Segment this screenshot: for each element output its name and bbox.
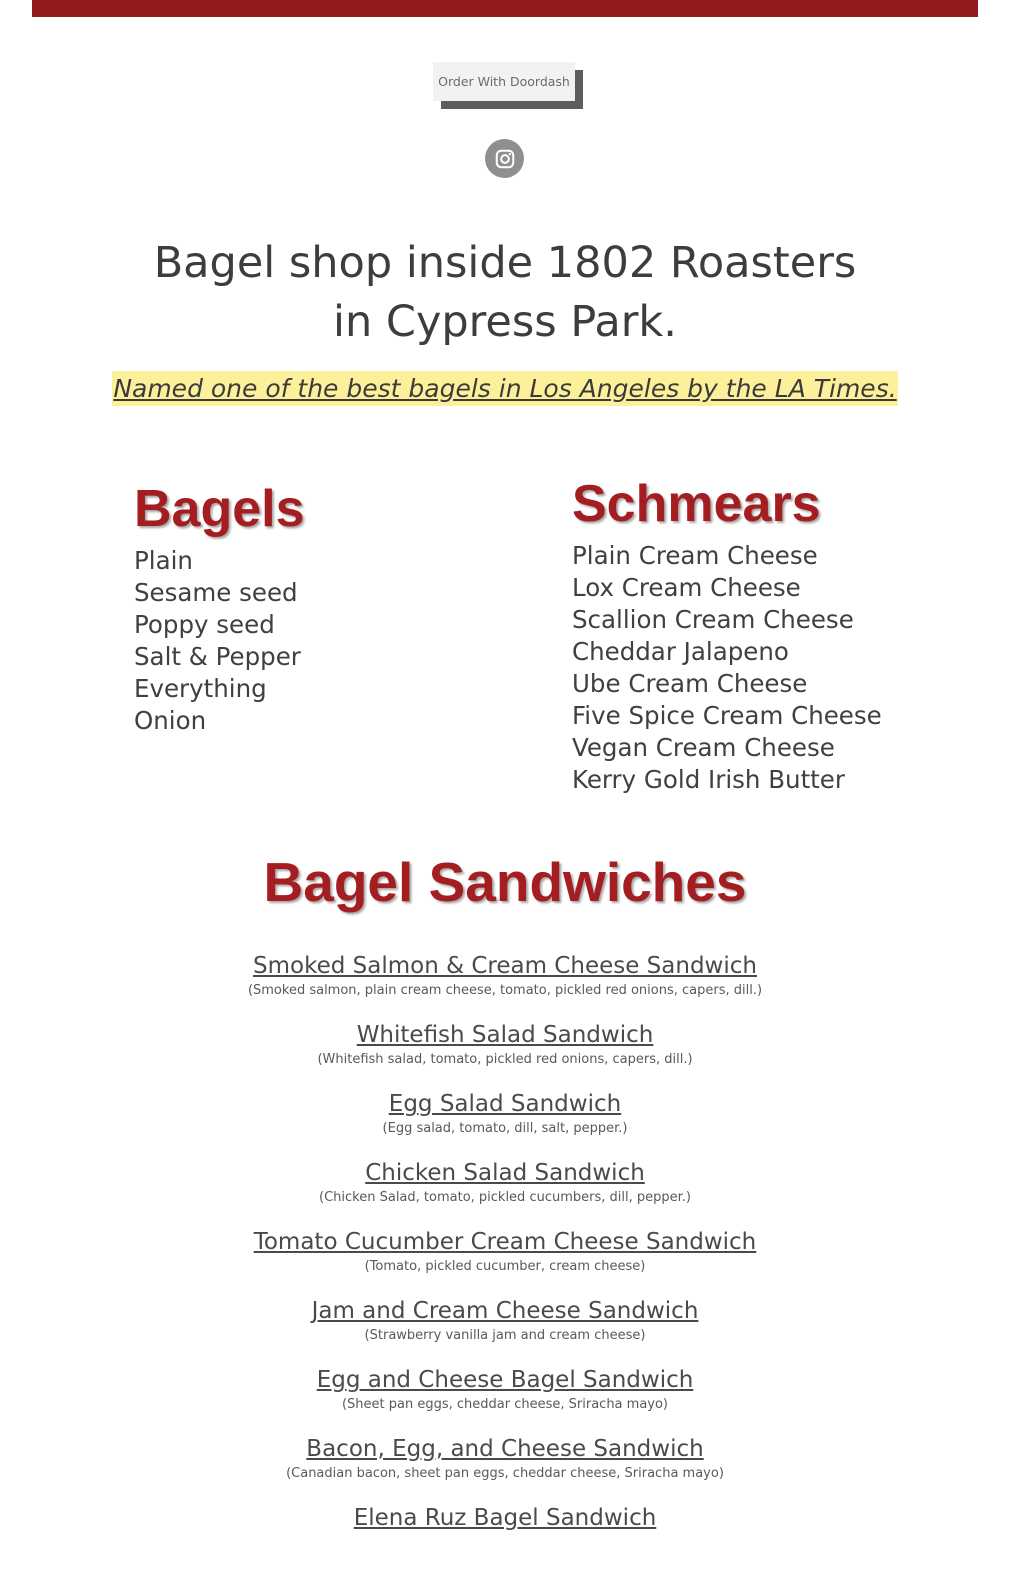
sandwich-name-link[interactable]: Egg and Cheese Bagel Sandwich — [316, 1367, 694, 1393]
schmears-list-item: Kerry Gold Irish Butter — [572, 765, 845, 794]
bagels-list-item: Plain — [134, 546, 193, 575]
schmears-list-item: Ube Cream Cheese — [572, 669, 808, 698]
sandwich-item — [0, 1019, 1010, 1088]
bagels-list-item: Everything — [134, 674, 267, 703]
page-headline — [0, 234, 1010, 352]
sandwich-description: (Smoked salmon, plain cream cheese, tomato, pickled red onions, capers, dill.) — [247, 983, 763, 998]
sandwich-description: (Sheet pan eggs, cheddar cheese, Sriracha mayo) — [341, 1397, 669, 1412]
schmears-list-item: Plain Cream Cheese — [572, 541, 818, 570]
sandwich-name-link[interactable]: Bacon, Egg, and Cheese Sandwich — [306, 1436, 704, 1462]
sandwich-name-link[interactable]: Jam and Cream Cheese Sandwich — [311, 1298, 699, 1324]
order-doordash-button[interactable]: Order With Doordash — [433, 62, 575, 101]
headline-line-1: Bagel shop inside 1802 Roasters — [153, 238, 857, 288]
sandwich-item — [0, 1295, 1010, 1364]
bagels-list-item: Onion — [134, 706, 207, 735]
bagels-heading: Bagels — [134, 480, 305, 538]
headline-line-2: in Cypress Park. — [333, 297, 677, 347]
bagels-list-item: Poppy seed — [134, 610, 275, 639]
schmears-list-item: Cheddar Jalapeno — [572, 637, 789, 666]
sandwich-description: (Egg salad, tomato, dill, salt, pepper.) — [382, 1121, 628, 1136]
sandwich-item — [0, 1157, 1010, 1226]
sandwich-name-link[interactable]: Egg Salad Sandwich — [388, 1091, 622, 1117]
schmear-list — [572, 540, 882, 796]
sandwich-name-link[interactable]: Tomato Cucumber Cream Cheese Sandwich — [253, 1229, 757, 1255]
sandwich-item — [0, 1364, 1010, 1433]
bagels-list-item: Sesame seed — [134, 578, 298, 607]
sandwich-item — [0, 1088, 1010, 1157]
sandwich-item — [0, 1226, 1010, 1295]
schmears-list-item: Lox Cream Cheese — [572, 573, 801, 602]
sandwich-description: (Canadian bacon, sheet pan eggs, cheddar cheese, Sriracha mayo) — [286, 1466, 724, 1481]
schmears-list-item: Scallion Cream Cheese — [572, 605, 854, 634]
schmears-heading: Schmears — [572, 475, 821, 533]
top-banner-bar — [32, 0, 978, 17]
sandwich-description: (Strawberry vanilla jam and cream cheese) — [364, 1328, 646, 1343]
sandwich-description: (Tomato, pickled cucumber, cream cheese) — [364, 1259, 646, 1274]
la-times-mention: Named one of the best bagels in Los Angeles by the LA Times. — [112, 371, 897, 406]
sandwich-item — [0, 1502, 1010, 1571]
instagram-link[interactable] — [485, 139, 524, 178]
sandwich-item — [0, 1433, 1010, 1502]
sandwich-name-link[interactable]: Elena Ruz Bagel Sandwich — [353, 1505, 657, 1531]
sandwich-name-link[interactable]: Smoked Salmon & Cream Cheese Sandwich — [253, 953, 757, 979]
bagels-list-item: Salt & Pepper — [134, 642, 301, 671]
sandwiches-heading: Bagel Sandwiches — [263, 851, 747, 913]
sandwich-description: (Chicken Salad, tomato, pickled cucumbers, dill, pepper.) — [319, 1190, 691, 1205]
sandwich-name-link[interactable]: Chicken Salad Sandwich — [365, 1160, 645, 1186]
sandwich-name-link[interactable]: Whitefish Salad Sandwich — [356, 1022, 654, 1048]
sandwich-list — [0, 950, 1010, 1571]
schmears-list-item: Five Spice Cream Cheese — [572, 701, 882, 730]
bagel-list — [134, 545, 301, 737]
sandwich-item — [0, 950, 1010, 1019]
instagram-icon — [494, 148, 516, 170]
highlight-banner — [0, 371, 1010, 406]
sandwich-description: (Whitefish salad, tomato, pickled red onions, capers, dill.) — [317, 1052, 693, 1067]
schmears-list-item: Vegan Cream Cheese — [572, 733, 835, 762]
